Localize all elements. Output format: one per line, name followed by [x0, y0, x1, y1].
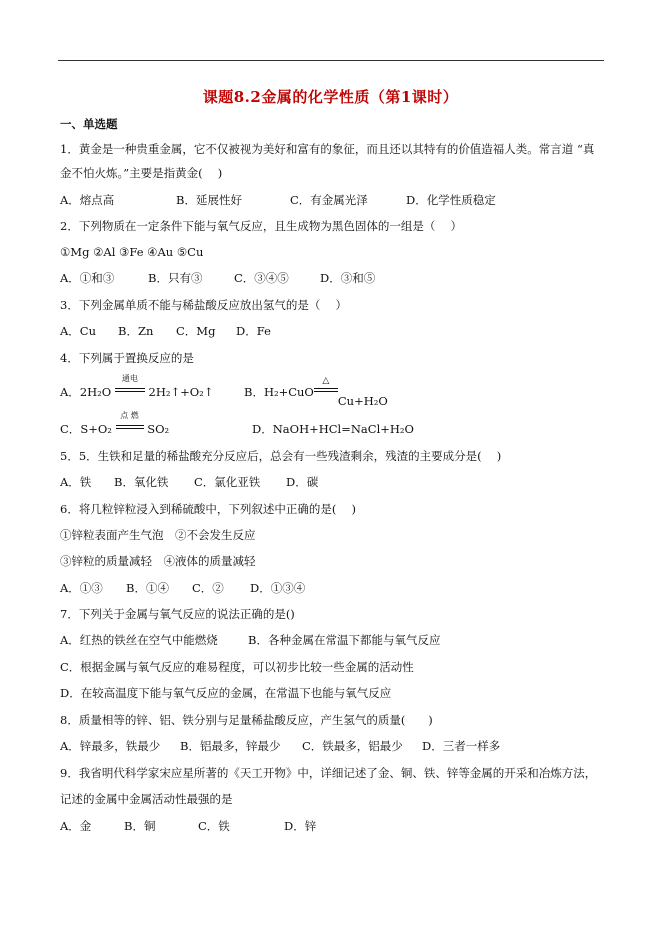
- option-b[interactable]: B．只有③: [148, 271, 203, 285]
- option-b[interactable]: B．铝最多，锌最少: [180, 739, 281, 753]
- equation-c-left: S+O₂: [80, 422, 112, 436]
- question-8-stem: 8．质量相等的锌、铝、铁分别与足量稀盐酸反应，产生氢气的质量( ): [60, 713, 433, 727]
- question-1-stem-cont: 金不怕火炼。”主要是指黄金( ): [60, 166, 223, 180]
- option-d[interactable]: D．碳: [286, 475, 319, 489]
- option-d[interactable]: D．③和⑤: [320, 271, 376, 285]
- question-5-options: [60, 474, 318, 490]
- question-7-stem: 7．下列关于金属与氧气反应的说法正确的是(): [60, 607, 295, 621]
- option-b-label: B．: [244, 385, 264, 399]
- equation-b-right: Cu+H₂O: [337, 394, 388, 408]
- option-a[interactable]: A．金: [60, 819, 92, 833]
- option-a[interactable]: A．锌最多，铁最少: [60, 739, 161, 753]
- question-4-stem: 4．下列属于置换反应的是: [60, 351, 194, 365]
- option-c[interactable]: C．Mg: [176, 324, 216, 338]
- option-a[interactable]: A．熔点高: [60, 193, 115, 207]
- option-c[interactable]: C．③④⑤: [234, 271, 289, 285]
- question-2-stem: 2．下列物质在一定条件下能与氧气反应，且生成物为黑色固体的一组是（ ）: [60, 219, 462, 233]
- option-a[interactable]: A．Cu: [60, 324, 97, 338]
- option-a[interactable]: A．①③: [60, 581, 103, 595]
- option-a[interactable]: A．红热的铁丝在空气中能燃烧: [60, 633, 218, 647]
- equation-a-left: 2H₂O: [79, 385, 112, 399]
- question-9-stem: 9．我省明代科学家宋应星所著的《天工开物》中，详细记述了金、铜、铁、锌等金属的开采和冶炼方法，: [60, 766, 597, 780]
- equation-b-left: H₂+CuO: [263, 385, 314, 399]
- reaction-condition: 通电: [121, 374, 138, 383]
- equation-c-right: SO₂: [147, 422, 170, 436]
- option-c[interactable]: C．铁最多，铝最少: [302, 739, 403, 753]
- question-3-stem: 3．下列金属单质不能与稀盐酸反应放出氢气的是（ ）: [60, 298, 347, 312]
- heat-icon: △: [322, 376, 330, 386]
- reaction-arrow: [314, 376, 338, 400]
- option-d[interactable]: D．①③④: [250, 581, 306, 595]
- question-2-items: ①Mg ②Al ③Fe ④Au ⑤Cu: [60, 245, 204, 259]
- question-3-options: [60, 323, 271, 339]
- question-4-options-ab: [60, 374, 388, 408]
- option-d[interactable]: D．Fe: [236, 324, 271, 338]
- reaction-arrow: [116, 411, 144, 437]
- option-a-label: A．: [60, 385, 80, 399]
- question-6-statements-2: ③锌粒的质量减轻 ④液体的质量减轻: [60, 554, 256, 568]
- question-9-options: [60, 818, 316, 834]
- option-a[interactable]: A．铁: [60, 475, 92, 489]
- section-heading: 一、单选题: [60, 117, 118, 131]
- question-9-stem-cont: 记述的金属中金属活动性最强的是: [60, 792, 233, 806]
- option-c[interactable]: C．氯化亚铁: [194, 475, 261, 489]
- option-b[interactable]: [244, 376, 388, 408]
- question-1-stem: 1．黄金是一种贵重金属，它不仅被视为美好和富有的象征，而且还以其特有的价值造福人类。常言道 “真: [60, 142, 595, 156]
- page-title: 课题8.2金属的化学性质（第1课时）: [202, 88, 459, 106]
- option-b[interactable]: B．①④: [126, 581, 169, 595]
- option-a[interactable]: A．①和③: [60, 271, 115, 285]
- option-b[interactable]: B．铜: [124, 819, 156, 833]
- option-c[interactable]: C．②: [192, 581, 224, 595]
- option-c[interactable]: [60, 411, 252, 437]
- option-c[interactable]: C．铁: [198, 819, 230, 833]
- option-c[interactable]: C．有金属光泽: [290, 193, 368, 207]
- question-1-options: [60, 192, 496, 208]
- option-d[interactable]: D．NaOH+HCl=NaCl+H₂O: [252, 422, 414, 436]
- header-rule: [58, 60, 604, 61]
- option-c-label: C．: [60, 422, 81, 436]
- option-a[interactable]: [60, 374, 244, 400]
- option-b[interactable]: B．氧化铁: [114, 475, 169, 489]
- option-d[interactable]: D．锌: [284, 819, 317, 833]
- option-b[interactable]: B．Zn: [118, 324, 154, 338]
- option-b[interactable]: B．各种金属在常温下都能与氧气反应: [248, 633, 441, 647]
- question-4-options-cd: [60, 411, 414, 437]
- reaction-arrow: [115, 374, 145, 400]
- option-b[interactable]: B．延展性好: [176, 193, 242, 207]
- equation-a-right: 2H₂↑+O₂↑: [148, 385, 214, 399]
- question-6-options: [60, 580, 305, 596]
- question-7-options-ab: [60, 632, 440, 648]
- option-d[interactable]: D．化学性质稳定: [406, 193, 496, 207]
- question-8-options: [60, 738, 500, 754]
- question-5-stem: 5．5．生铁和足量的稀盐酸充分反应后，总会有一些残渣剩余，残渣的主要成分是( ): [60, 449, 502, 463]
- question-2-options: [60, 270, 375, 286]
- question-6-statements-1: ①锌粒表面产生气泡 ②不会发生反应: [60, 528, 256, 542]
- reaction-condition: 点 燃: [120, 411, 139, 420]
- option-c[interactable]: C．根据金属与氧气反应的难易程度，可以初步比较一些金属的活动性: [60, 660, 414, 674]
- option-d[interactable]: D．在较高温度下能与氧气反应的金属，在常温下也能与氧气反应: [60, 686, 392, 700]
- question-6-stem: 6．将几粒锌粒浸入到稀硫酸中，下列叙述中正确的是( ): [60, 502, 356, 516]
- option-d[interactable]: D．三者一样多: [422, 739, 501, 753]
